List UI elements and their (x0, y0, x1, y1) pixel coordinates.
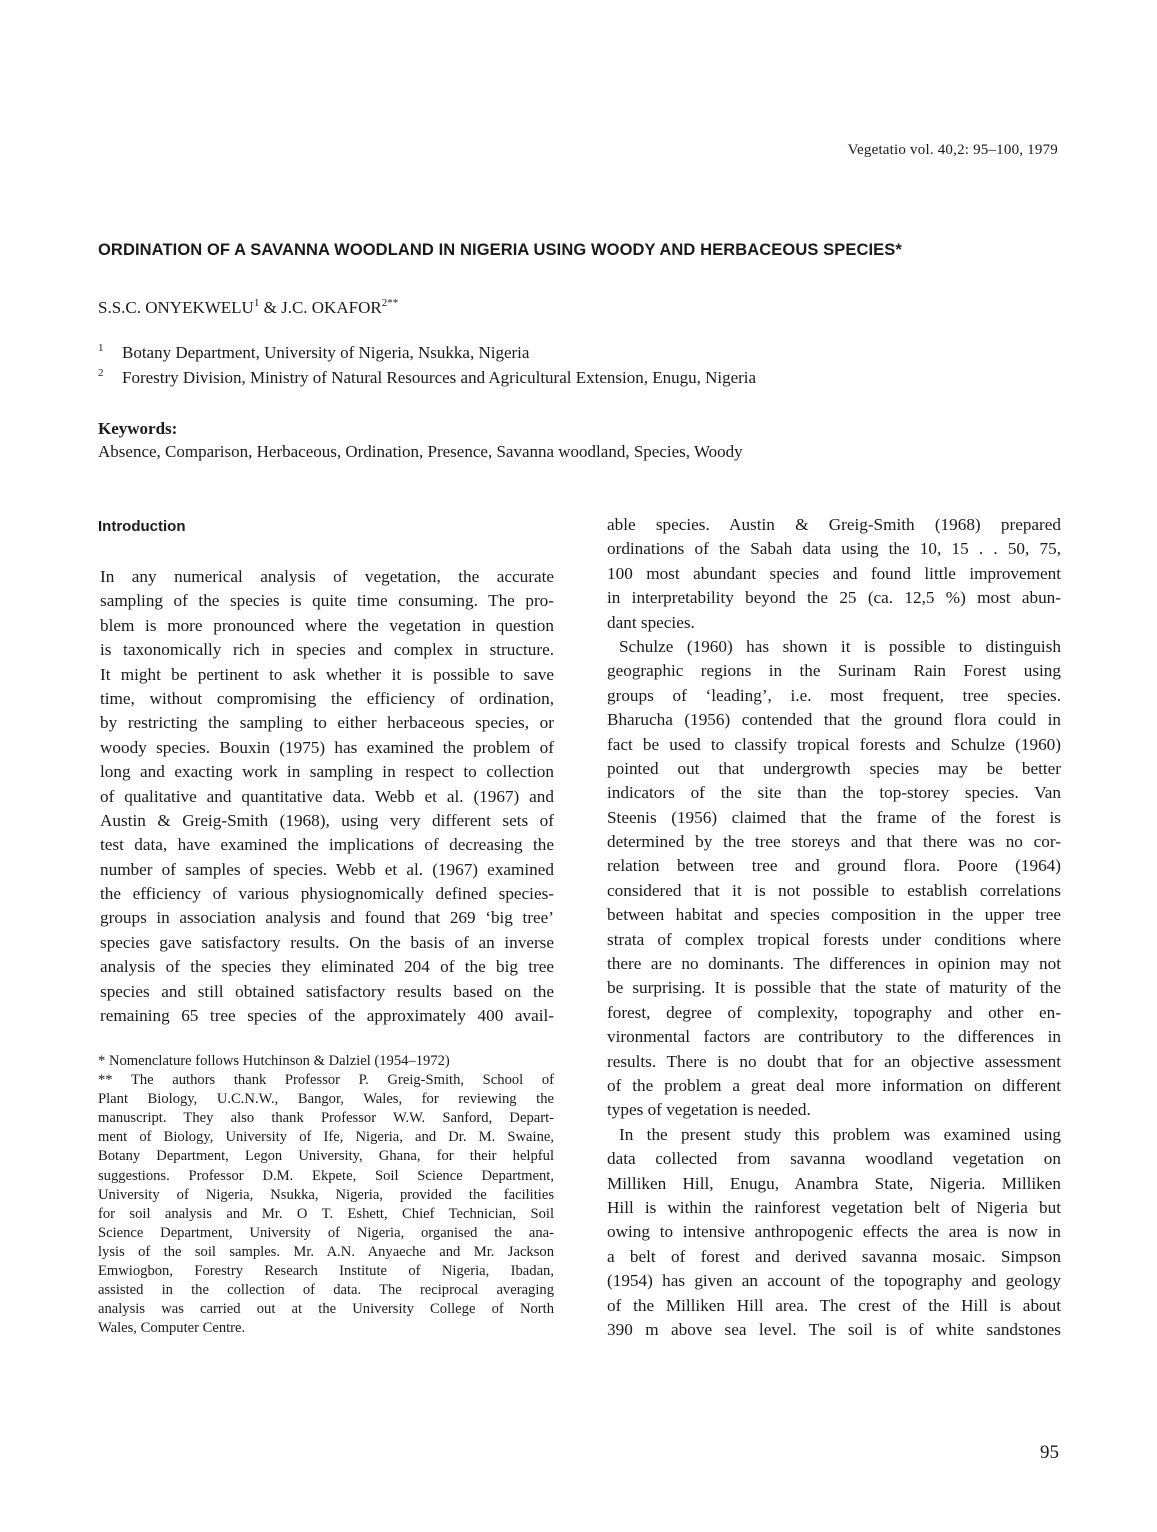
affiliation-2 (98, 367, 756, 388)
text-line: University of Nigeria, Nsukka, Nigeria, provided the facilities (98, 1186, 554, 1203)
text-line: In the present study this problem was examined using (619, 1124, 1061, 1144)
text-line: relation between tree and ground flora. Poore (1964) (607, 856, 1061, 876)
page-number: 95 (1040, 1442, 1059, 1463)
text-line: Bharucha (1956) contended that the ground flora could in (607, 710, 1061, 730)
affiliation-number: 2 (98, 367, 104, 379)
right-column-text (607, 513, 1061, 1342)
text-line: (1954) has given an account of the topography and geology (607, 1271, 1061, 1291)
section-heading-introduction: Introduction (98, 518, 186, 535)
text-line: It might be pertinent to ask whether it is possible to save (100, 664, 554, 684)
author-mark: 1 (253, 297, 260, 309)
text-line: suggestions. Professor D.M. Ekpete, Soil Science Department, (98, 1167, 554, 1184)
text-line: vironmental factors are contributory to the differences in (607, 1027, 1061, 1047)
text-line: in interpretability beyond the 25 (ca. 12,5 %) most abun- (607, 588, 1061, 608)
text-line: indicators of the site than the top-storey species. Van (607, 783, 1061, 803)
text-line: groups of ‘leading’, i.e. most frequent, tree species. (607, 685, 1061, 705)
text-line: 100 most abundant species and found little improvement (607, 563, 1061, 583)
text-line: Emwiogbon, Forestry Research Institute of Nigeria, Ibadan, (98, 1263, 554, 1280)
text-line: groups in association analysis and found that 269 ‘big tree’ (100, 908, 554, 928)
text-line: by restricting the sampling to either herbaceous species, or (100, 713, 554, 733)
text-line: Schulze (1960) has shown it is possible to distinguish (619, 636, 1061, 656)
text-line: there are no dominants. The differences in opinion may not (607, 954, 1061, 974)
text-line: Hill is within the rainforest vegetation belt of Nigeria but (607, 1197, 1061, 1217)
text-line: of qualitative and quantitative data. Webb et al. (1967) and (100, 786, 554, 806)
text-line: species and still obtained satisfactory results based on the (100, 981, 554, 1001)
paper-title: ORDINATION OF A SAVANNA WOODLAND IN NIGERIA USING WOODY AND HERBACEOUS SPECIES* (98, 241, 902, 259)
text-line: is taxonomically rich in species and complex in structure. (100, 640, 554, 660)
text-line: Austin & Greig-Smith (1968), using very different sets of (100, 810, 554, 830)
text-line: be surprising. It is possible that the state of maturity of the (607, 978, 1061, 998)
text-line: analysis of the species they eliminated 204 of the big tree (100, 957, 554, 977)
author-separator: & (259, 298, 282, 317)
text-line: a belt of forest and derived savanna mosaic. Simpson (607, 1246, 1061, 1266)
text-line: geographic regions in the Surinam Rain Forest using (607, 661, 1061, 681)
affiliation-1 (98, 342, 529, 363)
affiliation-text: Botany Department, University of Nigeria, Nsukka, Nigeria (122, 343, 530, 362)
text-line: time, without compromising the efficiency of ordination, (100, 688, 554, 708)
text-line: long and exacting work in sampling in respect to collection (100, 762, 554, 782)
text-line: dant species. (607, 612, 695, 632)
text-line: Steenis (1956) claimed that the frame of the forest is (607, 807, 1061, 827)
text-line: Wales, Computer Centre. (98, 1320, 246, 1337)
text-line: determined by the tree storeys and that there was no cor- (607, 832, 1061, 852)
text-line: In any numerical analysis of vegetation, the accurate (100, 567, 554, 586)
text-line: the efficiency of various physiognomically defined species- (100, 884, 554, 904)
text-line: assisted in the collection of data. The reciprocal averaging (98, 1282, 554, 1299)
text-line: woody species. Bouxin (1975) has examined the problem of (100, 737, 554, 757)
text-line: results. There is no doubt that for an objective assessment (607, 1051, 1061, 1071)
affiliation-number: 1 (98, 342, 104, 354)
text-line: * Nomenclature follows Hutchinson & Dalziel (1954–1972) (98, 1053, 450, 1069)
text-line: lysis of the soil samples. Mr. A.N. Anyaeche and Mr. Jackson (98, 1243, 554, 1260)
affiliation-text: Forestry Division, Ministry of Natural Resources and Agricultural Extension, Enugu, Nigeria (122, 368, 757, 387)
text-line: between habitat and species composition in the upper tree (607, 905, 1061, 925)
text-line: remaining 65 tree species of the approximately 400 avail- (100, 1006, 554, 1026)
text-line: analysis was carried out at the University College of North (98, 1301, 554, 1318)
text-line: data collected from savanna woodland vegetation on (607, 1149, 1061, 1169)
text-line: Botany Department, Legon University, Ghana, for their helpful (98, 1148, 554, 1165)
text-line: of the Milliken Hill area. The crest of the Hill is about (607, 1295, 1061, 1315)
text-line: considered that it is not possible to establish correlations (607, 880, 1061, 900)
text-line: manuscript. They also thank Professor W.W. Sanford, Depart- (98, 1110, 554, 1127)
keywords-list: Absence, Comparison, Herbaceous, Ordination, Presence, Savanna woodland, Species, Woody (98, 442, 743, 461)
text-line: Science Department, University of Nigeria, organised the ana- (98, 1224, 554, 1241)
author-name: J.C. OKAFOR (281, 298, 382, 317)
journal-reference: Vegetatio vol. 40,2: 95–100, 1979 (847, 142, 1058, 158)
text-line: sampling of the species is quite time consuming. The pro- (100, 591, 554, 611)
text-line: Milliken Hill, Enugu, Anambra State, Nigeria. Milliken (607, 1173, 1061, 1193)
text-line: species gave satisfactory results. On the basis of an inverse (100, 932, 554, 952)
text-line: able species. Austin & Greig-Smith (1968) prepared (607, 515, 1061, 534)
text-line: strata of complex tropical forests under conditions where (607, 929, 1061, 949)
text-line: pointed out that undergrowth species may be better (607, 758, 1061, 778)
author-line (98, 297, 398, 318)
text-line: ordinations of the Sabah data using the 10, 15 . . 50, 75, (607, 539, 1061, 559)
text-line: owing to intensive anthropogenic effects the area is now in (607, 1222, 1061, 1242)
author-mark: 2** (381, 297, 399, 309)
text-line: number of samples of species. Webb et al. (1967) examined (100, 859, 554, 879)
text-line: fact be used to classify tropical forests and Schulze (1960) (607, 734, 1061, 754)
text-line: forest, degree of complexity, topography and other en- (607, 1002, 1061, 1022)
text-line: ment of Biology, University of Ife, Nigeria, and Dr. M. Swaine, (98, 1129, 554, 1146)
text-line: test data, have examined the implications of decreasing the (100, 835, 554, 855)
text-line: for soil analysis and Mr. O T. Eshett, Chief Technician, Soil (98, 1205, 554, 1222)
text-line: of the problem a great deal more information on different (607, 1075, 1061, 1095)
text-line: Plant Biology, U.C.N.W., Bangor, Wales, for reviewing the (98, 1091, 554, 1108)
footnotes (98, 1052, 554, 1338)
text-line: 390 m above sea level. The soil is of white sandstones (607, 1319, 1061, 1339)
author-name: S.S.C. ONYEKWELU (98, 298, 254, 317)
text-line: blem is more pronounced where the vegetation in question (100, 615, 554, 635)
text-line: types of vegetation is needed. (607, 1100, 811, 1120)
text-line: ** The authors thank Professor P. Greig-Smith, School of (98, 1072, 554, 1089)
left-column-text (100, 565, 554, 1028)
keywords-heading: Keywords: (98, 419, 178, 438)
